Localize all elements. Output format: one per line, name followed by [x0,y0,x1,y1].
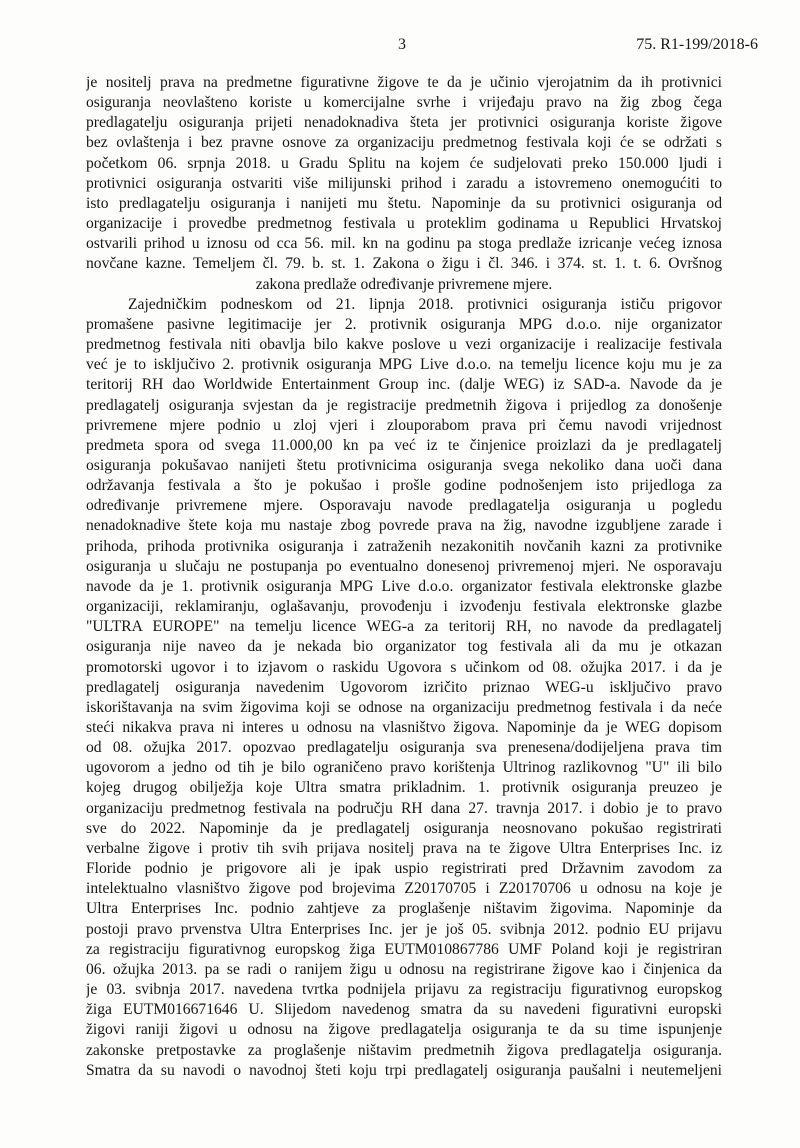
text-line: 06. ožujka 2013. pa se radi o ranijem žigu u odnosu na registrirane žigove kao i činjenica da [86,960,722,978]
text-line: organizacije i provedbe predmetnog festivala u proteklim godinama u Republici Hrvatskoj [86,215,722,233]
case-number: 75. R1-199/2018-6 [636,36,758,53]
document-body [86,73,722,1081]
text-line: Smatra da su navodi o navodnoj šteti koju trpi predlagatelj osiguranja paušalni i neutemeljeni [86,1061,722,1079]
text-line: osiguranja neovlašteno koriste u komercijalne svrhe i vrijeđaju pravo na žig zbog čega [86,94,722,112]
text-line: predlagatelj osiguranja svjestan da je registracije predmetnih žigova i prijedlog za donošenje [86,396,722,414]
page-number: 3 [398,36,406,53]
text-line: organizaciju predmetnog festivala na području RH dana 27. travnja 2017. i dobio je to pravo [86,799,722,817]
text-line: određivanje privremene mjere. Osporavaju navode predlagatelja osiguranja u pogledu [86,497,722,515]
text-line: steći nikakva prava ni interes u odnosu na vlasništvo žigova. Napominje da je WEG dopisom [86,719,722,736]
text-line: novčane kazne. Temeljem čl. 79. b. st. 1. Zakona o žigu i čl. 346. i 374. st. 1. t. 6. Ovršnog [86,255,722,273]
text-line: navode da je 1. protivnik osiguranja MPG Live d.o.o. organizator festivala elektronske glazbe [86,577,722,595]
text-line: zakona predlaže određivanje privremene mjere. [255,275,553,293]
text-line: je 03. svibnja 2017. navedena tvrtka podnijela prijavu za registraciju figurativnog europskog [86,981,722,999]
text-line: osiguranja pokušavao nanijeti štetu protivnicima osiguranja svega nekoliko dana uoči dana [86,456,722,474]
text-line: nenadoknadive štete koja mu nastaje zbog povrede prava na žig, navodne izgubljene zarade i [86,517,722,535]
text-line: predmeta spora od svega 11.000,00 kn pa već iz te činjenice proizlazi da je predlagatelj [86,436,722,454]
text-line: "ULTRA EUROPE" na temelju licence WEG-a za teritorij RH, no navode da predlagatelj [86,618,722,636]
text-line: teritorij RH dao Worldwide Entertainment Group inc. (dalje WEG) iz SAD-a. Navode da je [86,376,722,394]
text-line: sve do 2022. Napominje da je predlagatelj osiguranja neosnovano pokušao registrirati [86,819,722,837]
text-line: kojeg drugog obilježja koje Ultra smatra prikladnim. 1. protivnik osiguranja preuzeo je [86,779,722,797]
text-line: je nositelj prava na predmetne figurativne žigove te da je učinio vjerojatnim da ih protivnici [86,74,722,91]
text-line: postoji pravo prvenstva Ultra Enterprises Inc. jer je još 05. svibnja 2012. podnio EU prijavu [86,920,722,938]
text-line: zakonske pretpostavke za proglašenje ništavim predmetnih žigova predlagatelja osiguranja. [86,1041,722,1059]
text-line: žiga EUTM016671646 U. Slijedom navedenog smatra da su navedeni figurativni europski [86,1001,722,1019]
text-line: ugovorom a jedno od tih je bilo ograničeno pravo korištenja Ultrinog razlikovnog "U" ili bilo [86,759,722,777]
text-line: predlagatelju osiguranja prijeti nenadoknadiva šteta jer protivnici osiguranja koriste žigove [86,114,722,132]
text-line: Zajedničkim podneskom od 21. lipnja 2018. protivnici osiguranja ističu prigovor [128,295,722,313]
text-line: organizaciji, reklamiranju, oglašavanju, provođenju i izvođenju festivala elektronske glazbe [86,598,722,616]
text-line: verbalne žigove i protiv tih svih prijava nositelj prava na te žigove Ultra Enterprises Inc. iz [86,839,722,857]
text-line: iskorištavanja na svim žigovima koji se odnose na organizaciju predmetnog festivala i da neće [86,698,722,716]
text-line: protivnici osiguranja ostvariti više milijunski prihod i zaradu a istovremeno onemogućiti to [86,174,722,192]
text-line: održavanja festivala a što je pokušao i prošle godine podnošenjem isto prijedloga za [86,477,722,495]
text-line: ostvarili prihod u iznosu od cca 56. mil. kn na godinu pa stoga predlaže izricanje većeg iznosa [86,235,722,253]
text-line: privremene mjere podnio u zloj vjeri i zlouporabom prava pri čemu navodi vrijednost [86,416,722,434]
text-line: početkom 06. srpnja 2018. u Gradu Splitu na kojem će sudjelovati preko 150.000 ljudi i [86,154,722,172]
text-line: već je to isključivo 2. protivnik osiguranja MPG Live d.o.o. na temelju licence koju mu je za [86,356,722,374]
text-line: isto predlagatelju osiguranja i nanijeti mu štetu. Napominje da su protivnici osiguranja od [86,194,722,212]
text-line: predlagatelj osiguranja navedenim Ugovorom izričito priznao WEG-u isključivo pravo [86,678,722,696]
text-line: Ultra Enterprises Inc. podnio zahtjeve za proglašenje ništavim žigovima. Napominje da [86,900,722,918]
page-header [0,36,800,58]
text-line: bez ovlaštenja i bez pravne osnove za organizaciju predmetnog festivala koji će se održati s [86,134,722,152]
text-line: predmetnog festivala niti obavlja bilo kakve poslove u vezi organizacije i realizacije festivala [86,336,722,354]
text-line: promašene pasivne legitimacije jer 2. protivnik osiguranja MPG d.o.o. nije organizator [86,315,722,333]
text-line: osiguranja u slučaju ne postupanja po eventualno donesenoj privremenoj mjeri. Ne osporavaju [86,557,722,575]
text-line: intelektualno vlasništvo žigove pod brojevima Z20170705 i Z20170706 u odnosu na koje je [86,880,722,898]
text-line: za registraciju figurativnog europskog žiga EUTM010867786 UMF Poland koji je registriran [86,940,722,958]
text-line: Floride podnio je prigovore ali je ipak uspio registrirati pred Državnim zavodom za [86,860,722,878]
text-line: osiguranja nije naveo da je nekada bio organizator tog festivala ali da mu je otkazan [86,638,722,656]
text-line: promotorski ugovor i to izjavom o raskidu Ugovora s učinkom od 08. ožujka 2017. i da je [86,658,722,676]
text-line: od 08. ožujka 2017. opozvao predlagatelju osiguranja sva prenesena/dodijeljena prava tim [86,739,722,757]
text-line: prihoda, prihoda protivnika osiguranja i zatraženih nezakonitih novčanih kazni za protivnike [86,537,722,555]
text-line: žigovi raniji žigovi u odnosu na žigove predlagatelja osiguranja te da su time ispunjenje [86,1021,722,1039]
